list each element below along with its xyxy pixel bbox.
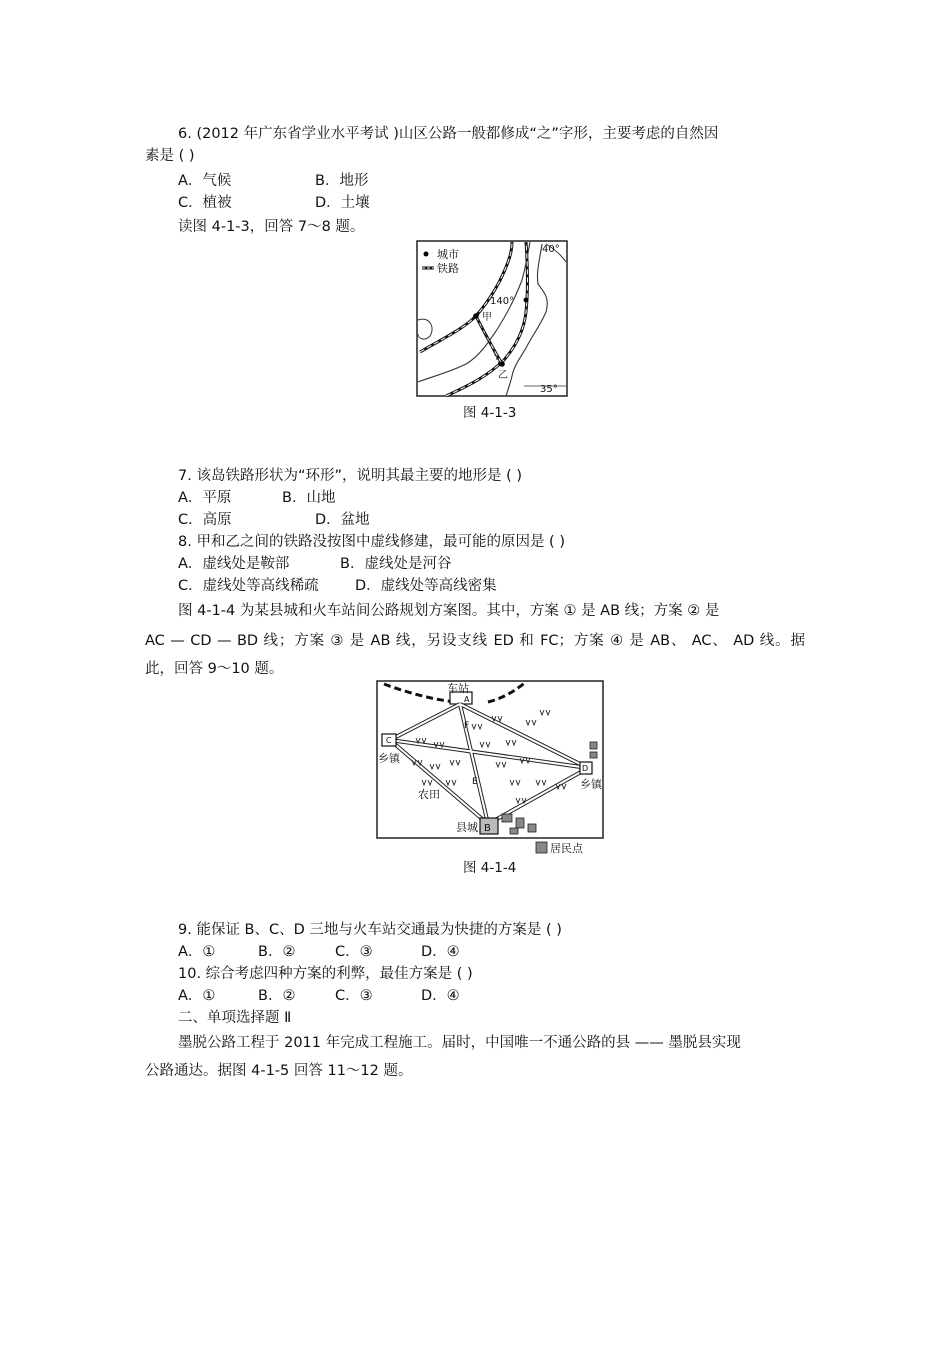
intro-11-12-line1: 墨脱公路工程于 2011 年完成工程施工。届时，中国唯一不通公路的县 —— 墨脱县实现 bbox=[178, 1035, 741, 1051]
q6-option-c: C．植被 bbox=[178, 195, 232, 211]
point-c-label: C bbox=[386, 736, 392, 745]
figure-4-1-3-caption: 图 4-1-3 bbox=[463, 405, 517, 421]
q7-option-a: A．平原 bbox=[178, 490, 232, 506]
point-f-label: F bbox=[464, 721, 470, 731]
q6-stem-line1: 6. (2012 年广东省学业水平考试 )山区公路一般都修成“之”字形，主要考虑的自然因 bbox=[178, 126, 719, 142]
q8-option-c: C．虚线处等高线稀疏 bbox=[178, 578, 319, 594]
legend-city-label: 城市 bbox=[437, 248, 459, 261]
intro-9-10-line1: 图 4-1-4 为某县城和火车站间公路规划方案图。其中，方案 ① 是 AB 线；方案 ② 是 bbox=[178, 603, 720, 619]
intro-9-10-line2: AC — CD — BD 线；方案 ③ 是 AB 线，另设支线 ED 和 FC；方案 ④ 是 AB、 AC、 AD 线。据 bbox=[145, 633, 805, 649]
city-east bbox=[524, 298, 529, 303]
figure-4-1-4-caption: 图 4-1-4 bbox=[463, 860, 517, 876]
q7-option-b: B．山地 bbox=[282, 490, 336, 506]
residential-block bbox=[510, 828, 518, 834]
q8-option-b: B．虚线处是河谷 bbox=[340, 556, 452, 572]
point-e-label: E bbox=[472, 777, 478, 787]
q9-option-d: D．④ bbox=[421, 944, 460, 960]
lat-35-label: 35° bbox=[540, 384, 558, 395]
residential-block bbox=[516, 818, 524, 828]
intro-7-8: 读图 4-1-3，回答 7～8 题。 bbox=[178, 219, 365, 235]
intro-9-10-line3: 此，回答 9～10 题。 bbox=[145, 661, 284, 677]
q6-option-b: B．地形 bbox=[315, 173, 369, 189]
q10-option-c: C．③ bbox=[335, 988, 373, 1004]
q8-option-a: A．虚线处是鞍部 bbox=[178, 556, 290, 572]
legend-residential-label: 居民点 bbox=[550, 842, 583, 855]
lat-40-label: 40° bbox=[542, 244, 560, 255]
q9-option-b: B．② bbox=[258, 944, 296, 960]
q8-stem: 8. 甲和乙之间的铁路没按图中虚线修建，最可能的原因是 ( ) bbox=[178, 534, 565, 550]
residential-block bbox=[590, 742, 597, 749]
q7-option-d: D．盆地 bbox=[315, 512, 370, 528]
place-jia-label: 甲 bbox=[482, 312, 492, 323]
q8-option-d: D．虚线处等高线密集 bbox=[355, 578, 497, 594]
city-yi bbox=[499, 361, 505, 367]
figure-4-1-3-map bbox=[416, 240, 568, 402]
intro-11-12-line2: 公路通达。据图 4-1-5 回答 11～12 题。 bbox=[145, 1063, 413, 1079]
q9-option-c: C．③ bbox=[335, 944, 373, 960]
residential-block bbox=[590, 752, 597, 758]
q6-stem-line2: 素是 ( ) bbox=[145, 148, 195, 164]
q10-option-d: D．④ bbox=[421, 988, 460, 1004]
q9-option-a: A．① bbox=[178, 944, 216, 960]
town-left-label: 乡镇 bbox=[378, 752, 400, 765]
legend-residential-swatch bbox=[536, 842, 547, 853]
county-label: 县城 bbox=[456, 821, 478, 834]
place-yi-label: 乙 bbox=[498, 370, 508, 381]
q10-option-b: B．② bbox=[258, 988, 296, 1004]
point-b-label: B bbox=[484, 823, 491, 834]
q10-option-a: A．① bbox=[178, 988, 216, 1004]
q7-option-c: C．高原 bbox=[178, 512, 232, 528]
legend-rail-label: 铁路 bbox=[437, 262, 459, 275]
q10-stem: 10. 综合考虑四种方案的利弊，最佳方案是 ( ) bbox=[178, 966, 473, 982]
q6-option-d: D．土壤 bbox=[315, 195, 370, 211]
lon-140-label: 140° bbox=[490, 296, 515, 307]
residential-block bbox=[528, 824, 536, 832]
figure-4-1-4-plan bbox=[376, 680, 608, 858]
residential-block bbox=[502, 814, 512, 822]
farmland-label: 农田 bbox=[418, 788, 440, 801]
q6-option-a: A．气候 bbox=[178, 173, 232, 189]
point-a-label: A bbox=[464, 695, 470, 704]
q9-stem: 9. 能保证 B、C、D 三地与火车站交通最为快捷的方案是 ( ) bbox=[178, 922, 562, 938]
town-right-label: 乡镇 bbox=[580, 778, 602, 791]
q7-stem: 7. 该岛铁路形状为“环形”，说明其最主要的地形是 ( ) bbox=[178, 468, 522, 484]
legend-city-dot bbox=[424, 252, 429, 257]
section-2-heading: 二、单项选择题 Ⅱ bbox=[178, 1010, 292, 1026]
station-label: 车站 bbox=[447, 682, 469, 695]
city-jia bbox=[473, 313, 479, 319]
point-d-label: D bbox=[582, 764, 589, 773]
